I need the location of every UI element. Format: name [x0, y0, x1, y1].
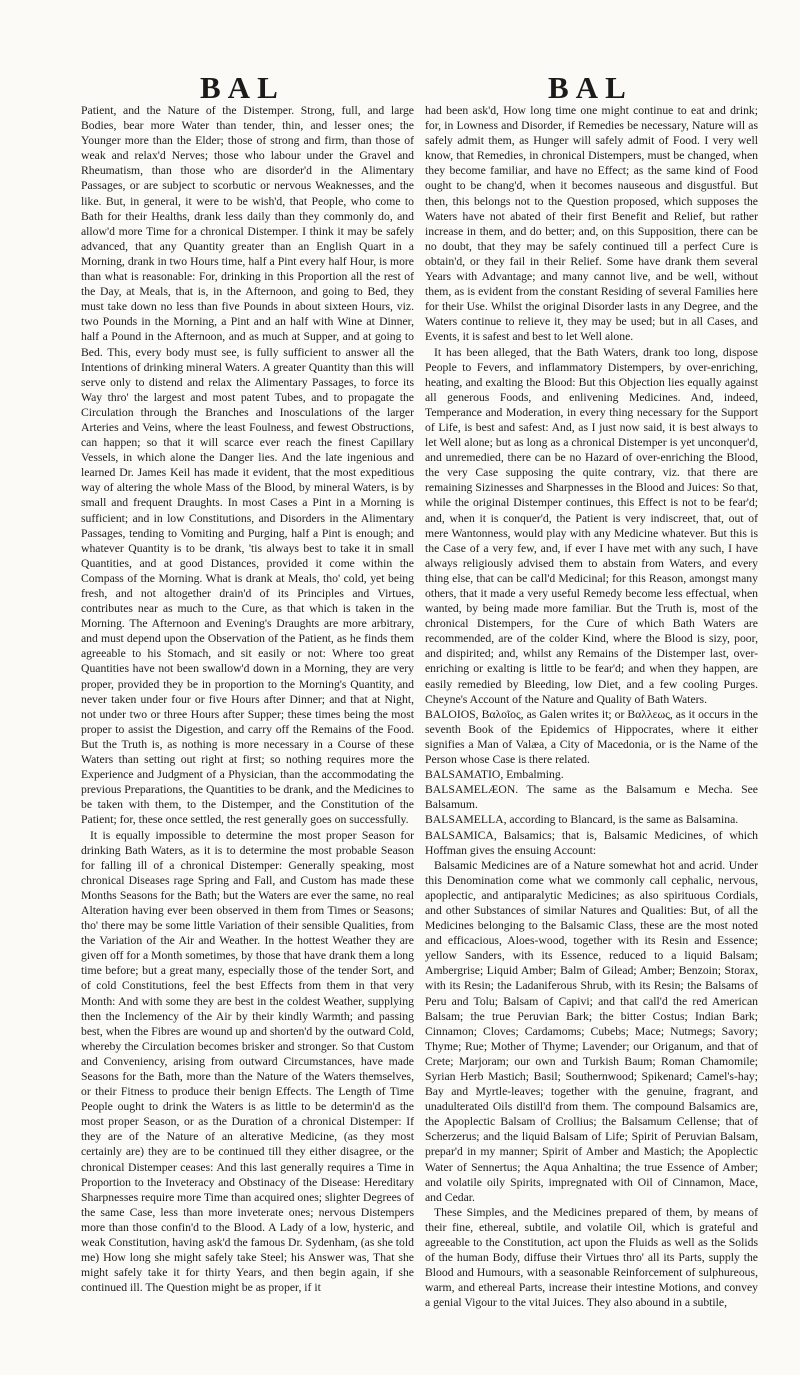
left-column	[81, 103, 414, 1363]
paragraph: It has been alleged, that the Bath Waters, drank too long, dispose People to Fevers, and inflammatory Distempers, by over-enriching, heating, and exalting the Blood: But this Objection lies equally against all generous Foods, and enlivening Medicines. And, indeed, Temperance and Moderation, in every thing necessary for the Support of Life, is best and safest: And, as I just now said, it is best always to let Well alone; but as long as a chronical Distemper is yet unconquer'd, and unremedied, there can be no Hazard of over-enriching the Blood, the very Case supposing the quite contrary, viz. that there are remaining Sizinesses and Sharpnesses in the Blood and Juices: So that, while the original Distemper continues, this Effect is not to be fear'd; and, when it is conquer'd, the Patient is very indiscreet, that, out of mere Wantonness, would play with any Medicine whatever. But this is the Case of a very few, and, if ever I have met with any such, I have always religiously advised them to abstain from Waters, and every thing else, that can be call'd Medicinal; for this Reason, amongst many others, that it made a very useful Remedy become less effectual, when wanted, by being made more familiar. But the Truth is, most of the chronical Distempers, for the Cure of which Bath Waters are recommended, are of the colder Kind, where the Blood is sizy, poor, and dispirited; and, whilst any Remains of the Distemper last, over-enriching or exalting is little to be fear'd; and when they happen, are easily remedied by Bleeding, low Diet, and a few cooling Purges. Cheyne's Account of the Nature and Quality of Bath Waters.	[425, 345, 758, 706]
dictionary-entry-balsamelaeon: BALSAMELÆON. The same as the Balsamum e Mecha. See Balsamum.	[425, 783, 758, 812]
running-head-left: BAL	[200, 70, 285, 105]
right-column	[425, 103, 758, 1363]
dictionary-entry-baloios: BALOIOS, Βαλοῖος, as Galen writes it; or Βαλλεως, as it occurs in the seventh Book of the Epidemics of Hippocrates, where it either signifies a Man of Valæa, a City of Macedonia, or is the Name of the Person whose Case is there related.	[425, 707, 758, 767]
dictionary-entry-balsamica: BALSAMICA, Balsamics; that is, Balsamic Medicines, of which Hoffman gives the ensuing Account:	[425, 828, 758, 857]
paragraph: These Simples, and the Medicines prepared of them, by means of their fine, ethereal, subtile, and volatile Oil, which is grateful and agreeable to the Constitution, act upon the Fluids as well as the Solids of the human Body, diffuse their Virtues thro' all its Parts, supply the Blood and Humours, with a seasonable Reinforcement of sulphureous, warm, and ethereal Parts, increase their intestine Motions, and convey a genial Vigour to the vital Juices. They also abound in a subtile,	[425, 1205, 758, 1310]
paragraph: It is equally impossible to determine the most proper Season for drinking Bath Waters, as it is to determine the most probable Season for falling ill of a chronical Distemper: Generally speaking, most chronical Diseases rage Spring and Fall, and Custom has made these Months Seasons for the Bath; but the Waters are ever the same, no real Alteration having ever been observed in them from Times or Seasons; tho' there may be some little Variation of their sensible Qualities, from the Variation of the Air and Weather. In the hottest Weather they are given off for a Month sometimes, by those that have drank them a long time before; but a great many, especially those of the tender Sort, and of cold Constitutions, feel the best Effects from them in that very Month: And with some they are best in the coldest Weather, supplying then the Inclemency of the Air by their kindly Warmth; and passing best, when the Fibres are wound up and shorten'd by the outward Cold, whereby the Circulation becomes brisker and stronger. So that Custom and Conveniency, arising from outward Circumstances, have made Seasons for the Bath, more than the Nature of the Waters themselves, or their Fitness to produce their benign Effects. The Length of Time People ought to drink the Waters is as little to be determin'd as the most proper Season, or as the Duration of a chronical Distemper: If they are of the Nature of an alterative Medicine, (as they most certainly are) they are to be continued till they either disagree, or the chronical Distemper ceases: And this last generally requires a Time in Proportion to the Inveteracy and Obstinacy of the Disease: Hereditary Sharpnesses require more Time than acquired ones; slighter Degrees of the same Case, less than more inveterate ones; nervous Distempers more than those confin'd to the Blood. A Lady of a low, hysteric, and weak Constitution, having ask'd the famous Dr. Sydenham, (as she told me) How long she might safely take Steel; his Answer was, That she might safely take it for thirty Years, and then begin again, if she continued ill. The Question might be as proper, if it	[81, 828, 414, 1295]
dictionary-entry-balsamella: BALSAMELLA, according to Blancard, is the same as Balsamina.	[425, 813, 739, 827]
paragraph: Patient, and the Nature of the Distemper. Strong, full, and large Bodies, bear more Water than tender, thin, and lesser ones; the Younger more than the Elder; those of strong and firm, than those of weak and relax'd Nerves; those who labour under the Gravel and Rheumatism, than those who are disorder'd in the Alimentary Passages, or are subject to scorbutic or nervous Weaknesses, and the like. But, in general, it were to be wish'd, that People, who come to Bath for their Healths, drank less daily than they commonly do, and allow'd more Time for a chronical Distemper. I think it may be safely advanced, that any Quantity greater than an English Quart in a Morning, drank in two Hours time, half a Pint every half Hour, is more than what is reasonable: For, drinking in this Proportion all the rest of the Day, at Meals, that is, in the Afternoon, and going to Bed, they must take down no less than five Pounds in about sixteen Hours, viz. two Pounds in the Morning, a Pint and an half with Wine at Dinner, half a Pound in the Afternoon, and as much at Supper, and at going to Bed. This, every body must see, is fully sufficient to answer all the Intentions of drinking mineral Waters. A greater Quantity than this will serve only to distend and relax the Alimentary Passages, to force its Way thro' the largest and most patent Tubes, and to propagate the Circulation through the Branches and Inosculations of the larger Arteries and Veins, where the least Foulness, and fewest Obstructions, can happen; so that it will scarce ever reach the finest Capillary Vessels, in which alone the Danger lies. And the late ingenious and learned Dr. James Keil has made it evident, that the most expeditious way of altering the whole Mass of the Blood, by mineral Waters, is by small and frequent Draughts. In most Cases a Pint in a Morning is sufficient; and in low Constitutions, and Disorders in the Alimentary Passages, tending to Vomiting and Purging, half a Pint is enough; and whatever Quantity is to be drank, 'tis always best to take it in small Quantities, and at good Distances, provided it come within the Compass of the Morning. What is drank at Meals, tho' cold, yet being fresh, and not altogether drain'd of its Principles and Virtues, contributes near as much to the Cure, as that which is taken in the Morning. The Afternoon and Evening's Draughts are more arbitrary, and must depend upon the Observation of the Patient, as he finds them agreeable to his Stomach, and sit easily or not: Where too great Quantities have not been swallow'd down in a Morning, they are very proper, provided they be in proportion to the Morning's Quantity, and never taken under four or five Hours after Dinner; and that at Night, not under two or three Hours after Supper; these times being the most proper to assist the Digestion, and carry off the Remains of the Food. But the Truth is, as nothing is more necessary in a Course of these Waters than setting out right at first; so nothing requires more the Experience and Judgment of a Physician, than the accommodating the previous Preparations, the Quantities to be drank, and the Medicines to be taken with them, to the Distemper, and the Constitution of the Patient; for, these once settled, the rest generally goes on successfully.	[81, 104, 414, 827]
running-head-right: BAL	[548, 70, 633, 105]
paragraph: had been ask'd, How long time one might continue to eat and drink; for, in Lowness and Disorder, if Remedies be necessary, Nature will as safely admit them, as Hunger will safely admit of Food. I very well know, that Remedies, in chronical Distempers, must be changed, when they become familiar, and have no Effect; as the same kind of Food ought to be chang'd, when it becomes nauseous and disgustful. But then, this belongs not to the Question proposed, which supposes the Waters have not abated of their first Benefit and Relief, but rather increase in them, and do better; and, on this Supposition, there can be no doubt, that they may be safely continued till a perfect Cure is obtain'd, or they fail in their Relief. Some have drank them several Years with Advantage; and many cannot live, and be well, without them, as is evident from the constant Residing of several Families here for their Use. Whilst the original Disorder lasts in any Degree, and the Waters continue to relieve it, they may be used; but in all Cases, and Events, it is safest and best to let Well alone.	[425, 104, 758, 344]
paragraph: Balsamic Medicines are of a Nature somewhat hot and acrid. Under this Denomination come what we commonly call cephalic, nervous, apoplectic, and antiparalytic Medicines; as also spirituous Cordials, and other Substances of similar Natures and Qualities: But, of all the Medicines belonging to the Balsamic Class, these are the most noted and efficacious, Aloes-wood, together with its Resin and Essence; yellow Sanders, with its Essence, reduced to a liquid Balsam; Ambergrise; Liquid Amber; Balm of Gilead; Amber; Benzoin; Storax, with its Resin; the Ladaniferous Shrub, with its Resin; the Balsams of Peru and Tolu; Balsam of Capivi; and that call'd the red American Balsam; the true Peruvian Bark; the bitter Costus; Indian Bark; Cinnamon; Cloves; Cardamoms; Cubebs; Mace; Nutmegs; Savory; Thyme; Rue; Mother of Thyme; Lavender; our Origanum, and that of Crete; Marjoram; our own and Turkish Baum; Roman Chamomile; Syrian Herb Mastich; Basil; Southernwood; Spikenard; Camel's-hay; Bay and Myrtle-leaves; together with the genuine, fragrant, and unadulterated Oils distill'd from them. The compound Balsamics are, the Apoplectic Balsam of Crollius; the Balsamum Cellense; that of Scherzerus; and the liquid Balsam of Life; Spirit of Peruvian Balsam, prepar'd in my manner; Spirit of Amber and Mastich; the Apoplectic Water of Sennertus; the Aqua Anhaltina; the true Essence of Amber; and volatile oily Spirits, impregnated with Oil of Cinnamon, Mace, and Cedar.	[425, 858, 758, 1204]
dictionary-entry-balsamatio: BALSAMATIO, Embalming.	[425, 768, 564, 782]
